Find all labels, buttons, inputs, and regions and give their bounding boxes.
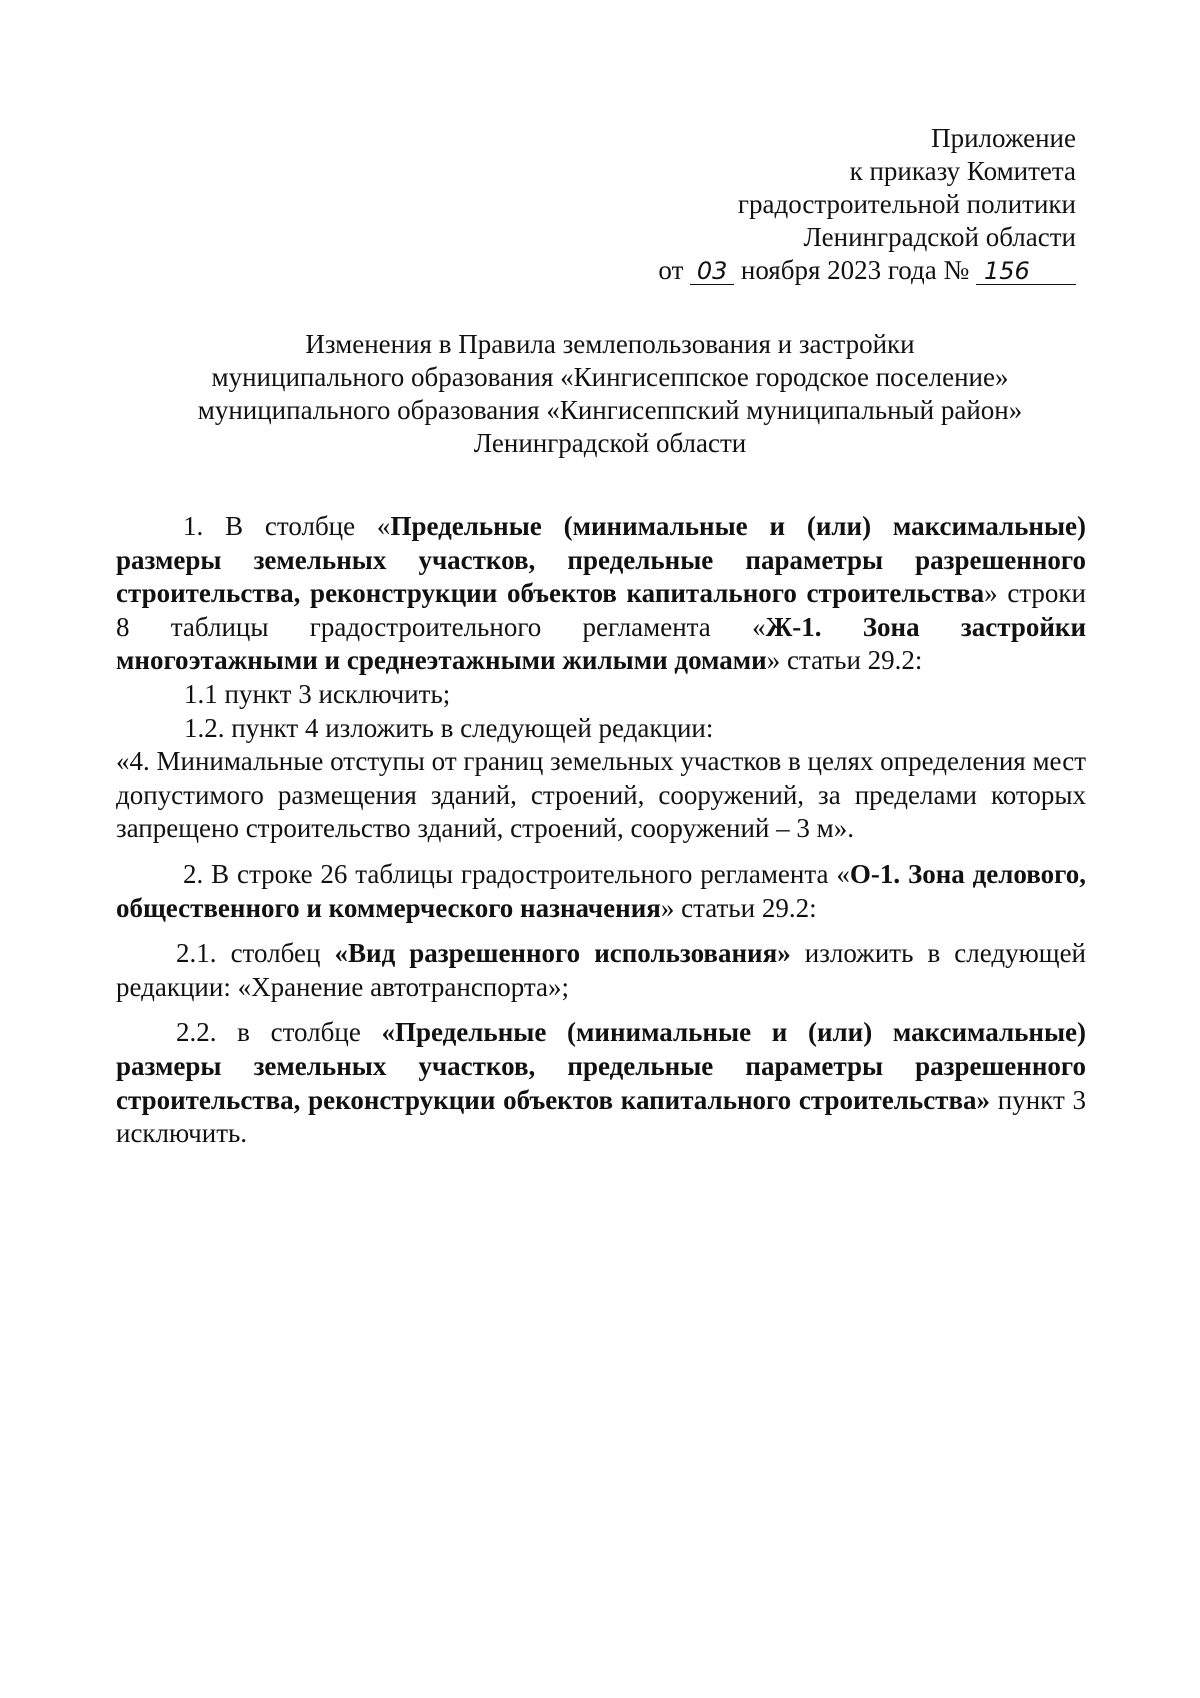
section-1-column-name: Предельные (минимальные и (или) максимальные) размеры земельных участков, предельные параметры разрешенного строительства, реконструкции объектов капитального строительства xyxy=(116,511,1086,609)
section-1-intro: 1. В столбце « xyxy=(183,511,391,541)
appendix-label: Приложение xyxy=(931,123,1076,153)
item-1-2-quote: «4. Минимальные отступы от границ земельных участков в целях определения мест допустимого размещения зданий, строений, сооружений, за пределами которых запрещено строительство зданий, строений, сооружений – 3 м». xyxy=(116,746,1086,844)
appendix-header xyxy=(658,122,1076,287)
item-2-1-column-name: «Вид разрешенного использования» xyxy=(334,938,791,969)
date-middle: ноября 2023 года № xyxy=(740,255,970,285)
section-1-paragraph xyxy=(116,510,1086,678)
title-line-1: Изменения в Правила землепользования и застройки xyxy=(305,329,915,359)
section-1-mid: » строки 8 таблицы градостроительного регламента « xyxy=(116,578,1086,642)
section-1-zone-name: Ж-1. Зона застройки многоэтажными и среднеэтажными жилыми домами xyxy=(116,611,1087,676)
section-1-end: » статьи 29.2: xyxy=(766,645,923,676)
handwritten-day: 03 xyxy=(690,258,734,285)
appendix-region: Ленинградской области xyxy=(803,222,1076,252)
date-prefix: от xyxy=(658,255,684,285)
section-2-end: » статьи 29.2: xyxy=(660,892,817,923)
item-2-2-end: пункт 3 исключить. xyxy=(116,1084,1087,1149)
document-body xyxy=(116,510,1086,1151)
item-1-2: 1.2. пункт 4 изложить в следующей редакции: xyxy=(184,712,714,743)
item-2-2-start: 2.2. в столбце xyxy=(176,1017,382,1048)
title-line-4: Ленинградской области xyxy=(473,428,747,458)
title-line-2: муниципального образования «Кингисеппское городское поселение» xyxy=(211,362,1009,392)
appendix-committee: градостроительной политики xyxy=(737,189,1076,219)
appendix-date-line xyxy=(658,254,1076,287)
handwritten-order-number: 156 xyxy=(976,258,1076,285)
item-2-1 xyxy=(116,937,1086,1004)
title-line-3: муниципального образования «Кингисеппский муниципальный район» xyxy=(197,395,1023,425)
document-title xyxy=(110,328,1110,460)
appendix-order-ref: к приказу Комитета xyxy=(849,156,1076,186)
item-2-1-start: 2.1. столбец xyxy=(176,938,335,969)
item-2-2-column-name: «Предельные (минимальные и (или) максимальные) размеры земельных участков, предельные параметры разрешенного строительства, реконструкции объектов капитального строительства» xyxy=(116,1017,1086,1115)
section-2-paragraph xyxy=(116,858,1086,925)
section-2-zone-name: О-1. Зона делового, общественного и коммерческого назначения xyxy=(116,858,1086,923)
item-2-2 xyxy=(116,1016,1086,1150)
item-1-1: 1.1 пункт 3 исключить; xyxy=(184,678,451,709)
section-2-intro: 2. В строке 26 таблицы градостроительного регламента « xyxy=(183,858,850,889)
item-2-1-end: изложить в следующей редакции: «Хранение автотранспорта»; xyxy=(116,938,1087,1002)
